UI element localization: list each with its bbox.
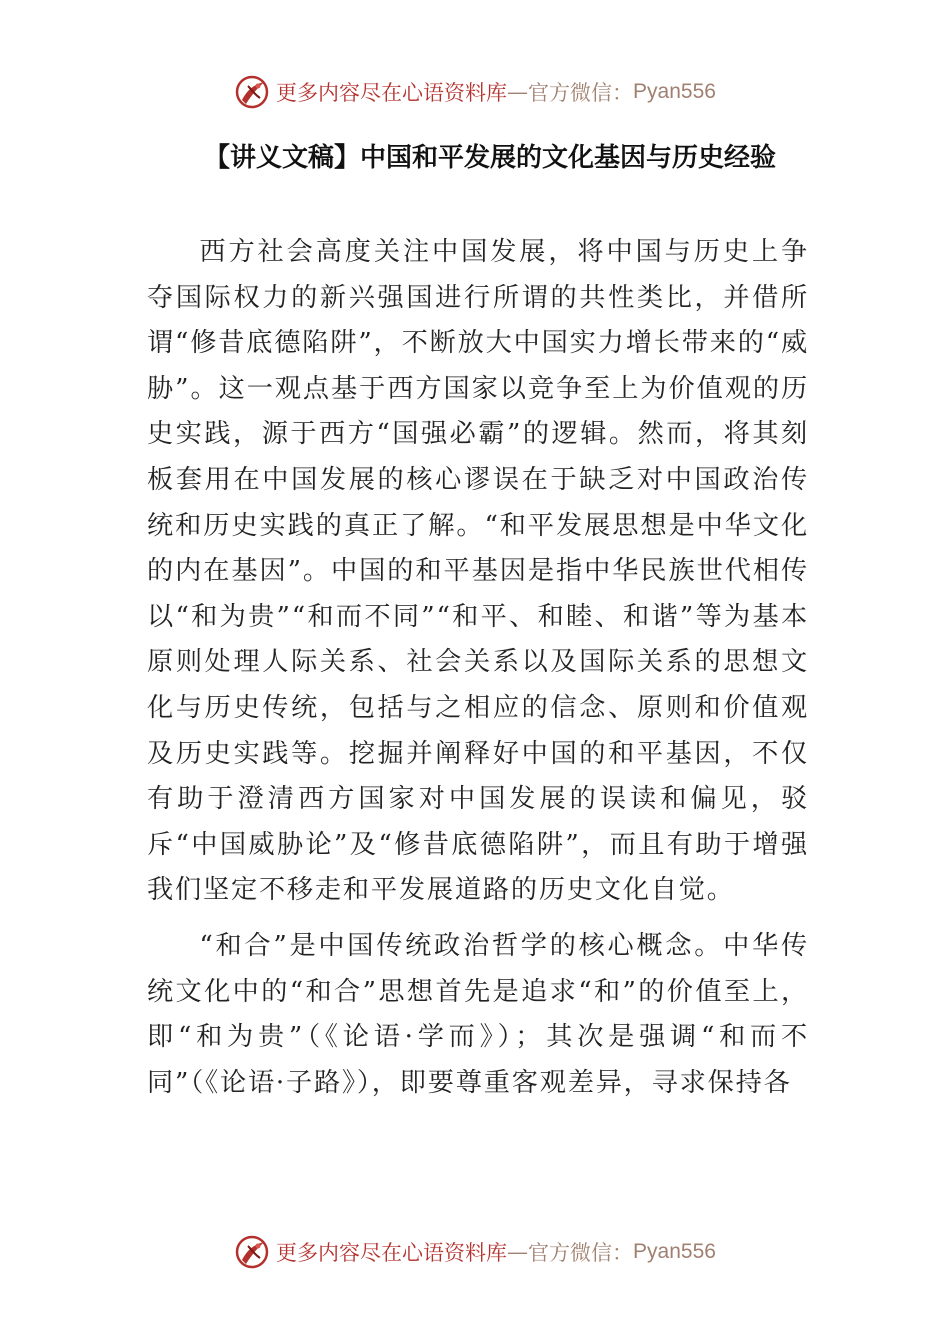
watermark-wechat-id: Pyan556 bbox=[633, 1240, 716, 1263]
watermark-dash: — bbox=[507, 80, 529, 104]
watermark-wechat-label: 官方微信： bbox=[528, 1241, 634, 1265]
watermark-wechat-id: Pyan556 bbox=[633, 80, 716, 103]
document-body bbox=[147, 230, 809, 1106]
header-watermark bbox=[0, 72, 950, 112]
document-title: 【讲义文稿】中国和平发展的文化基因与历史经验 bbox=[203, 143, 776, 173]
watermark-dash: — bbox=[507, 1240, 529, 1264]
footer-watermark bbox=[0, 1232, 950, 1272]
paragraph: 西方社会高度关注中国发展，将中国与历史上争夺国际权力的新兴强国进行所谓的共性类比，并借所谓“修昔底德陷阱”，不断放大中国实力增长带来的“威胁”。这一观点基于西方国家以竞争至上为价值观的历史实践，源于西方“国强必霸”的逻辑。然而，将其刻板套用在中国发展的核心谬误在于缺乏对中国政治传统和历史实践的真正了解。“和平发展思想是中华文化的内在基因”。中国的和平基因是指中华民族世代相传以“和为贵”“和而不同”“和平、和睦、和谐”等为基本原则处理人际关系、社会关系以及国际关系的思想文化与历史传统，包括与之相应的信念、原则和价值观及历史实践等。挖掘并阐释好中国的和平基因，不仅有助于澄清西方国家对中国发展的误读和偏见，驳斥“中国威胁论”及“修昔底德陷阱”，而且有助于增强我们坚定不移走和平发展道路的历史文化自觉。 bbox=[147, 237, 809, 906]
paragraph: “和合”是中国传统政治哲学的核心概念。中华传统文化中的“和合”思想首先是追求“和”的价值至上，即“和为贵”（《论语·学而》）；其次是强调“和而不同”（《论语·子路》），即要尊重客观差异，寻求保持各 bbox=[147, 930, 809, 1098]
brand-logo-icon bbox=[234, 1234, 270, 1270]
brand-logo-icon bbox=[234, 74, 270, 110]
watermark-text: 更多内容尽在心语资料库 bbox=[276, 81, 508, 105]
watermark-wechat-label: 官方微信： bbox=[528, 81, 634, 105]
watermark-text: 更多内容尽在心语资料库 bbox=[276, 1241, 508, 1265]
